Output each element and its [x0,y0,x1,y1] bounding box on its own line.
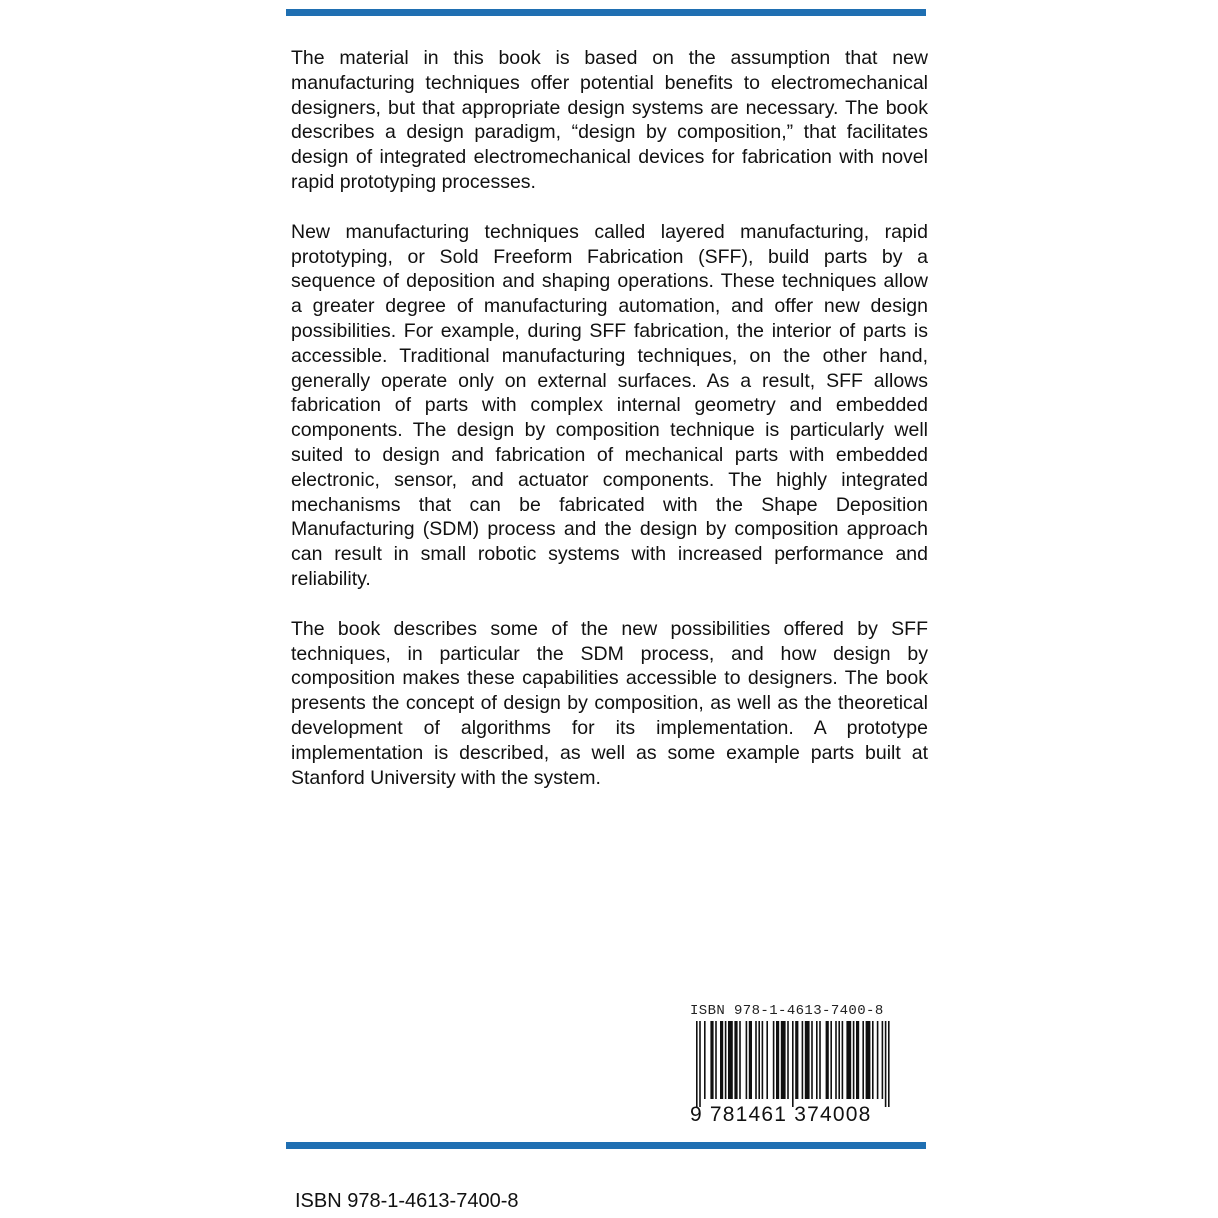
barcode-bar [805,1021,810,1099]
barcode-bars [690,1021,894,1107]
barcode-bar [704,1021,706,1099]
barcode-bar [846,1021,851,1099]
footer-isbn: ISBN 978-1-4613-7400-8 [295,1190,519,1212]
barcode-bar [710,1021,713,1099]
bottom-blue-rule [286,1142,926,1149]
barcode-bar [739,1021,741,1099]
barcode-isbn-label: ISBN 978-1-4613-7400-8 [690,1003,884,1019]
blurb-paragraph-2: New manufacturing techniques called layered manufacturing, rapid prototyping, or Sold Freeform Fabrication (SFF), build parts by a sequence of deposition and shaping operations. These techniques allow a greater degree of manufacturing automation, and offer new design possibilities. For example, during SFF fabrication, the interior of parts is accessible. Traditional manufacturing techniques, on the other hand, generally operate only on external surfaces. As a result, SFF allows fabrication of parts with complex internal geometry and embedded components. The design by composition technique is particularly well suited to design and fabrication of mechanical parts with embedded electronic, sensor, and actuator components. The highly integrated mechanisms that can be fabricated with the Shape Deposition Manufacturing (SDM) process and the design by composition approach can result in small robotic systems with increased performance and reliability. [291,220,928,590]
barcode-bar [749,1021,752,1099]
top-blue-rule [286,9,926,16]
barcode-bar [826,1021,829,1099]
barcode-bar [755,1021,757,1099]
barcode-bar [746,1021,748,1099]
barcode-bar [696,1021,698,1107]
barcode-bar [877,1021,879,1099]
barcode-bar [819,1021,821,1099]
barcode-bar [816,1021,818,1099]
barcode-bar [758,1021,760,1099]
barcode-bar [773,1021,775,1099]
barcode-bar [882,1021,884,1099]
barcode-bar [762,1021,764,1099]
barcode-bar [725,1021,727,1099]
barcode-bar [715,1021,717,1099]
barcode-bar [872,1021,874,1099]
barcode-bar [856,1021,859,1099]
barcode-bar [792,1021,794,1107]
blurb-paragraph-3: The book describes some of the new possibilities offered by SFF techniques, in particular the SDM process, and how design by composition makes these capabilities accessible to designers. The book presents the concept of design by composition, as well as the theoretical development of algorithms for its implementation. A prototype implementation is described, as well as some example parts built at Stanford University with the system. [291,617,928,789]
barcode-bar [862,1021,864,1099]
back-cover-blurb [291,46,928,815]
barcode-bar [866,1021,871,1099]
barcode-bar [766,1021,768,1099]
barcode-bar [835,1021,837,1099]
barcode-bar [720,1021,723,1099]
barcode-bar [888,1021,890,1107]
barcode-bar [795,1021,798,1099]
barcode-bar [811,1021,813,1099]
isbn-barcode [690,1003,912,1131]
barcode-bar [776,1021,779,1099]
barcode-bar [830,1021,832,1099]
barcode-bar [699,1021,701,1107]
blurb-paragraph-1: The material in this book is based on the assumption that new manufacturing techniques offer potential benefits to electromechanical designers, but that appropriate design systems are necessary. The book describes a design paradigm, “design by composition,” that facilitates design of integrated electromechanical devices for fabrication with novel rapid prototyping processes. [291,47,928,193]
barcode-digits: 9 781461 374008 [690,1103,872,1126]
barcode-bar [853,1021,855,1099]
barcode-bar [842,1021,844,1099]
barcode-bar [781,1021,786,1099]
barcode-bar [802,1021,804,1099]
barcode-bar [787,1021,789,1099]
barcode-bar [734,1021,737,1099]
barcode-bar [728,1021,733,1099]
barcode-bar [885,1021,887,1107]
barcode-bar [838,1021,840,1099]
